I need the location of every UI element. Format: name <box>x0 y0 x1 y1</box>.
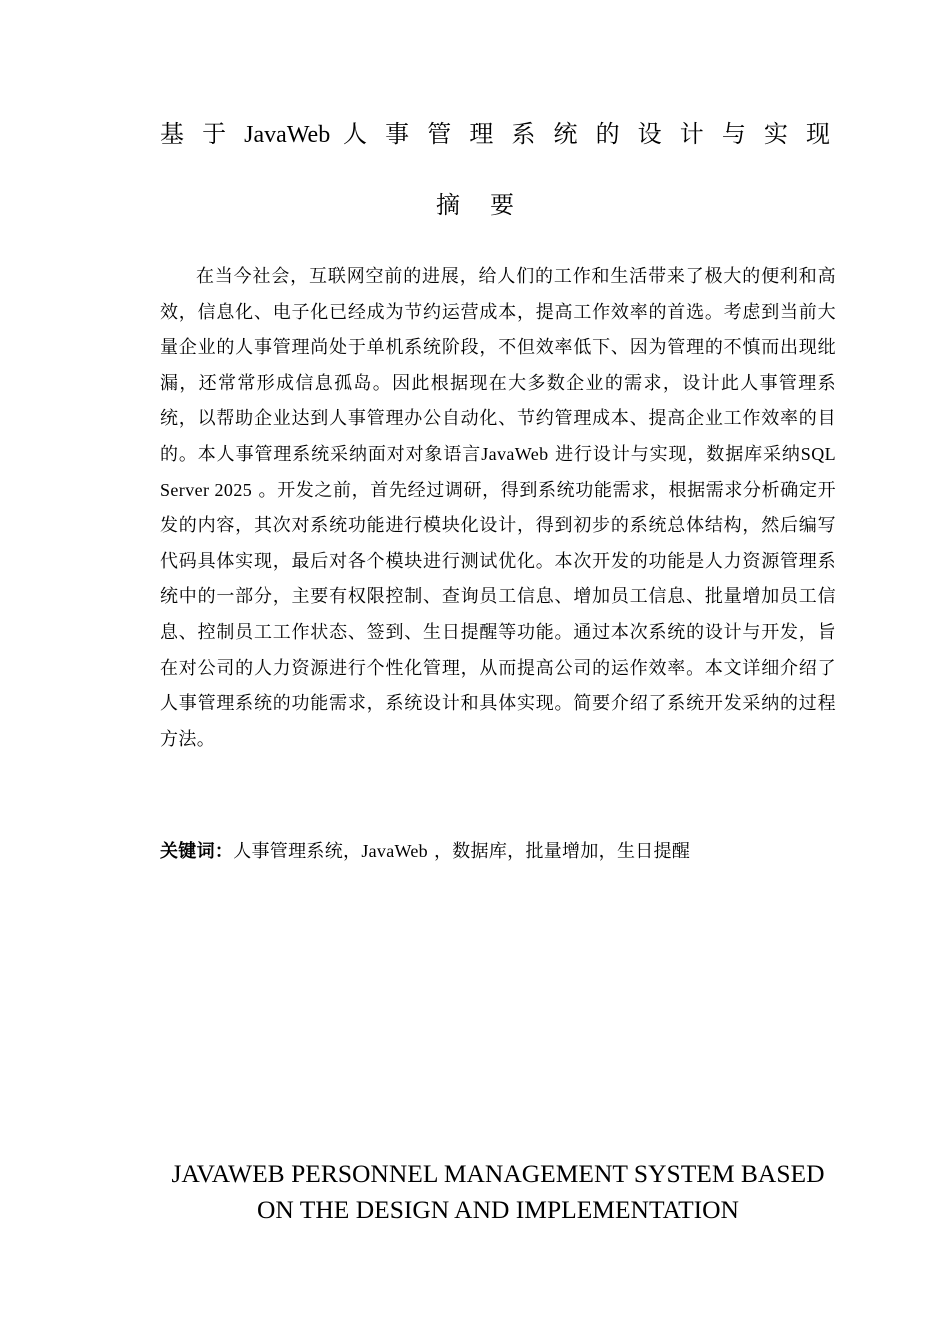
abstract-text-part3: 。开发之前，首先经过调研，得到系统功能需求，根据需求分析确定开发的内容，其次对系统功能进行模块化设计，得到初步的系统总体结构，然后编写代码具体实现，最后对各个模块进行测试优化。本次开发的功能是人力资源管理系统中的一部分，主要有权限控制、查询员工信息、增加员工信息、批量增加员工信息、控制员工工作状态、签到、生日提醒等功能。通过本次系统的设计与开发，旨在对公司的人力资源进行个性化管理，从而提高公司的运作效率。本文详细介绍了人事管理系统的功能需求，系统设计和具体实现。简要介绍了系统开发采纳的过程方法。 <box>160 479 836 750</box>
abstract-text-part2: 进行设计与实现，数据库采纳 <box>548 443 801 465</box>
keywords-javaweb: JavaWeb <box>361 841 428 861</box>
abstract-text-part1: 在当今社会，互联网空前的进展，给人们的工作和生活带来了极大的便利和高效，信息化、电子化已经成为节约运营成本，提高工作效率的首选。考虑到当前大量企业的人事管理尚处于单机系统阶段，不但效率低下、因为管理的不慎而出现纰漏，还常常形成信息孤岛。因此根据现在大多数企业的需求，设计此人事管理系统，以帮助企业达到人事管理办公自动化、节约管理成本、提高企业工作效率的目的。本人事管理系统采纳面对对象语言 <box>160 266 836 465</box>
abstract-heading: 摘要 <box>436 191 544 219</box>
keywords-part2: ，数据库，批量增加，生日提醒 <box>427 841 691 862</box>
english-title-line2: ON THE DESIGN AND IMPLEMENTATION <box>257 1195 739 1224</box>
keywords-label: 关键词： <box>160 841 234 862</box>
abstract-javaweb: JavaWeb <box>481 443 549 464</box>
abstract-body <box>160 259 836 757</box>
chinese-title <box>160 117 830 152</box>
abstract-sql-server: SQL Server 2025 <box>160 443 836 500</box>
keywords-line <box>160 836 836 867</box>
chinese-title-javaweb: JavaWeb <box>244 122 331 148</box>
english-title-line1: JAVAWEB PERSONNEL MANAGEMENT SYSTEM BASED <box>171 1159 825 1188</box>
chinese-title-prefix: 基 于 <box>160 120 245 148</box>
english-title <box>150 1156 846 1228</box>
chinese-title-suffix: 人 事 管 理 系 统 的 设 计 与 实 现 <box>330 120 830 148</box>
keywords-part1: 人事管理系统， <box>233 841 362 862</box>
